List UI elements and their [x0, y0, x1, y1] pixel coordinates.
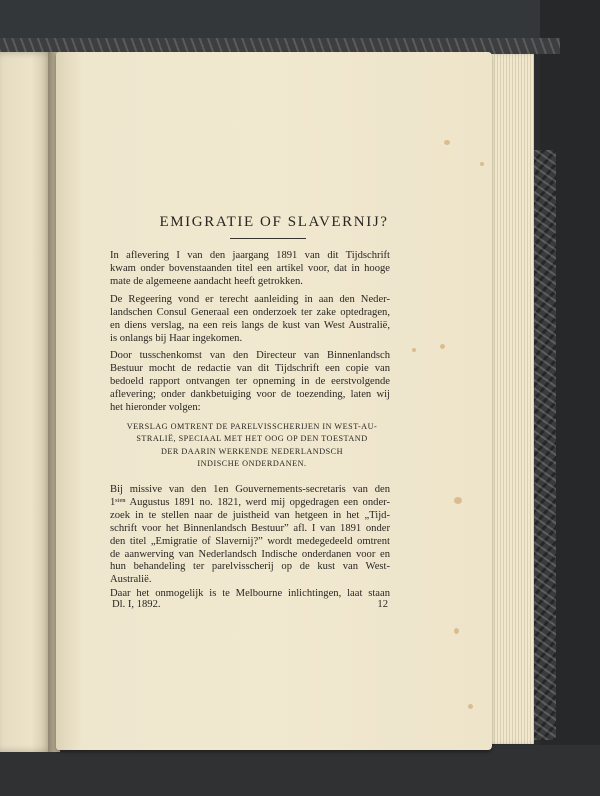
text-line: schrift voor het Binnenlandsch Bestuur” afl. I van 1891 onder: [110, 522, 390, 534]
text-line: bedoeld rapport ontvangen ter opneming in de eerstvolgende: [110, 375, 390, 387]
background-bottom: [0, 745, 600, 796]
text-line: den titel „Emigratie of Slavernij?” wordt medegedeeld omtrent: [110, 535, 390, 547]
text-line: is onlangs bij Haar ingekomen.: [110, 332, 243, 344]
text-line: Australië.: [110, 574, 152, 586]
heading-line: VERSLAG OMTRENT DE PARELVISSCHERIJEN IN WEST-AU-: [126, 422, 378, 431]
text-line: de aanwerving van Nederlandsch Indische onderdanen voor en: [110, 548, 390, 560]
foxing-spot: [454, 628, 459, 634]
text-line: Bij missive van den 1en Gouvernements-secretaris van den: [110, 484, 390, 495]
text-line: zoek in te stellen naar de juistheid van hetgeen in het „Tijd-: [110, 509, 390, 521]
paragraph-2: [110, 294, 390, 346]
text-line: In aflevering I van den jaargang 1891 van dit Tijdschrift: [110, 250, 390, 261]
text-line: hun behandeling ter parelvisscherij op de kust van West-: [110, 561, 390, 573]
paragraph-3: [110, 350, 390, 415]
foxing-spot: [440, 344, 445, 349]
text-line: De Regeering vond er terecht aanleiding in aan den Neder-: [110, 294, 390, 305]
title-rule: [230, 238, 306, 239]
signature-mark: 12: [377, 599, 388, 610]
text-line: aflevering; onder dankbetuiging voor de toezending, laten wij: [110, 388, 390, 400]
marbled-cover-edge: [534, 150, 556, 740]
foxing-spot: [480, 162, 484, 166]
text-line: mate de algemeene aandacht heeft getrokken.: [110, 275, 303, 287]
text-line: 1ˢᵗᵉⁿ Augustus 1891 no. 1821, werd mij opgedragen een onder-: [110, 496, 390, 508]
text-line: Door tusschenkomst van den Directeur van Binnenlandsch: [110, 350, 390, 361]
text-line: Daar het onmogelijk is te Melbourne inlichtingen, laat staan: [110, 588, 390, 599]
page-edges: [488, 54, 534, 744]
paragraph-4: [110, 484, 390, 587]
volume-label: Dl. I, 1892.: [112, 599, 161, 610]
left-facing-page: [0, 52, 52, 752]
article-title: EMIGRATIE OF SLAVERNIJ?: [159, 214, 389, 230]
text-line: kwam onder bovenstaanden titel een artikel voor, dat in hooge: [110, 262, 390, 274]
text-line: en diens verslag, na een reis langs de kust van West Australië,: [110, 319, 390, 331]
heading-line: DER DAARIN WERKENDE NEDERLANDSCH: [160, 446, 344, 456]
text-line: het hieronder volgen:: [110, 401, 201, 413]
heading-line: STRALIË, SPECIAAL MET HET OOG OP DEN TOESTAND: [136, 434, 368, 444]
foxing-spot: [468, 704, 473, 709]
foxing-spot: [454, 497, 462, 504]
heading-line: INDISCHE ONDERDANEN.: [197, 459, 307, 469]
foxing-spot: [412, 348, 416, 352]
text-line: landschen Consul Generaal een onderzoek ter zake optedragen,: [110, 306, 390, 318]
foxing-spot: [444, 140, 450, 145]
section-heading: [112, 421, 392, 471]
text-line: Bestuur mocht de redactie van dit Tijdschrift een copie van: [110, 362, 390, 374]
paragraph-1: [110, 250, 390, 289]
